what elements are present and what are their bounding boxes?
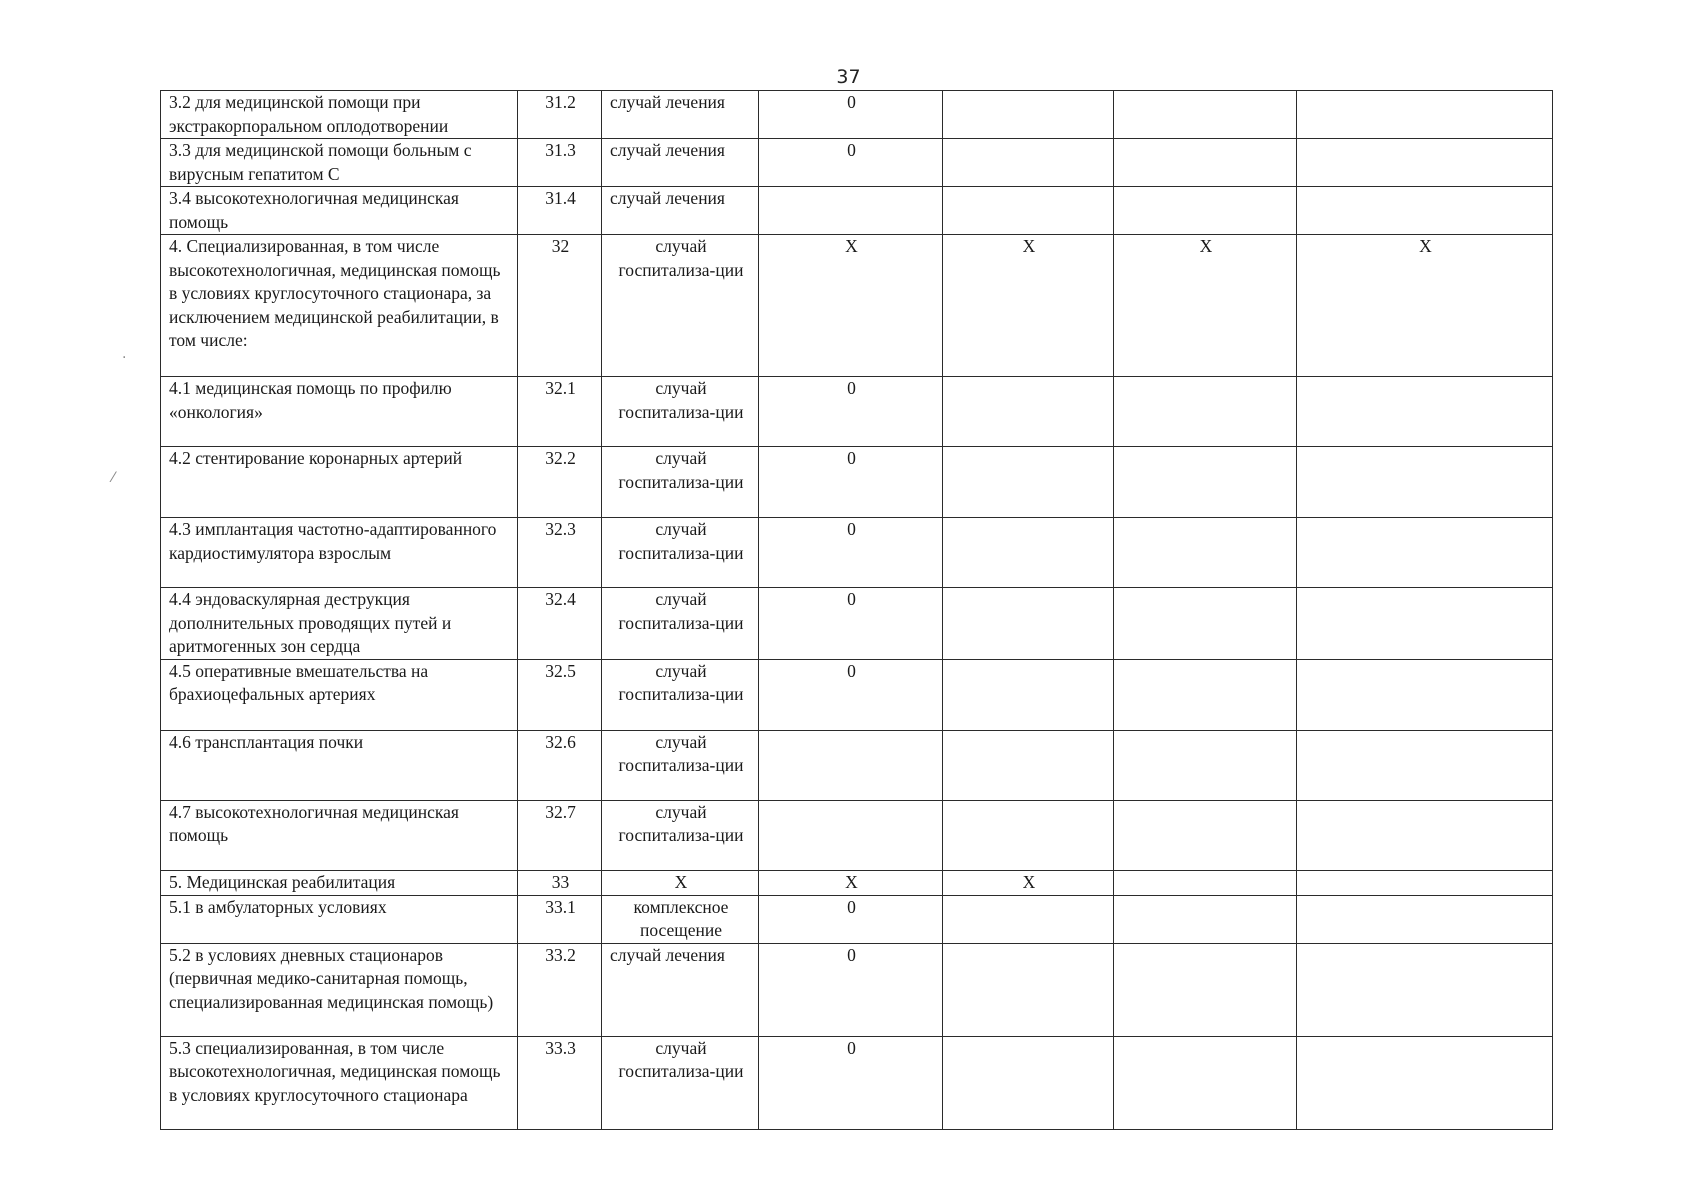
- row-name-cell: 4.4 эндоваскулярная деструкция дополнительных проводящих путей и аритмогенных зон сердца: [161, 588, 518, 660]
- row-unit-cell: случай госпитализа-ции: [602, 235, 759, 377]
- row-name-cell: 5.2 в условиях дневных стационаров (первичная медико-санитарная помощь, специализированная медицинская помощь): [161, 943, 518, 1036]
- row-unit-cell: случай госпитализа-ции: [602, 1036, 759, 1129]
- table-row: [161, 187, 1553, 235]
- row-value-1-cell: 0: [759, 91, 943, 139]
- row-value-1-cell: 0: [759, 895, 943, 943]
- row-name-cell: 5. Медицинская реабилитация: [161, 870, 518, 895]
- row-unit-cell: случай госпитализа-ции: [602, 659, 759, 730]
- row-value-1-cell: [759, 187, 943, 235]
- row-value-4-cell: [1297, 943, 1553, 1036]
- row-name-cell: 5.1 в амбулаторных условиях: [161, 895, 518, 943]
- row-number-cell: 33.1: [518, 895, 602, 943]
- row-name-cell: 4.5 оперативные вмешательства на брахиоцефальных артериях: [161, 659, 518, 730]
- row-value-4-cell: [1297, 518, 1553, 588]
- row-value-3-cell: [1114, 943, 1297, 1036]
- row-value-1-cell: 0: [759, 1036, 943, 1129]
- row-value-2-cell: [943, 139, 1114, 187]
- page-number: 37: [836, 66, 861, 88]
- scan-artifact: ⁄: [112, 470, 115, 486]
- table-row: [161, 588, 1553, 660]
- row-unit-cell: случай госпитализа-ции: [602, 518, 759, 588]
- row-value-1-cell: [759, 730, 943, 800]
- row-name-cell: 4. Специализированная, в том числе высокотехнологичная, медицинская помощь в условиях круглосуточного стационара, за исключением медицинской реабилитации, в том числе:: [161, 235, 518, 377]
- row-value-2-cell: [943, 377, 1114, 447]
- row-value-2-cell: [943, 659, 1114, 730]
- row-value-2-cell: [943, 943, 1114, 1036]
- row-value-3-cell: [1114, 895, 1297, 943]
- row-value-4-cell: [1297, 730, 1553, 800]
- row-value-4-cell: [1297, 377, 1553, 447]
- row-value-3-cell: [1114, 447, 1297, 518]
- row-value-4-cell: [1297, 870, 1553, 895]
- row-value-4-cell: [1297, 588, 1553, 660]
- row-number-cell: 32: [518, 235, 602, 377]
- table-row: [161, 377, 1553, 447]
- row-value-3-cell: [1114, 588, 1297, 660]
- row-value-1-cell: 0: [759, 447, 943, 518]
- row-value-1-cell: 0: [759, 139, 943, 187]
- row-number-cell: 33.3: [518, 1036, 602, 1129]
- table-row: [161, 235, 1553, 377]
- row-name-cell: 3.3 для медицинской помощи больным с вирусным гепатитом С: [161, 139, 518, 187]
- table-row: [161, 139, 1553, 187]
- row-name-cell: 3.2 для медицинской помощи при экстракорпоральном оплодотворении: [161, 91, 518, 139]
- row-value-2-cell: [943, 895, 1114, 943]
- row-unit-cell: случай лечения: [602, 943, 759, 1036]
- row-unit-cell: случай госпитализа-ции: [602, 588, 759, 660]
- row-name-cell: 3.4 высокотехнологичная медицинская помощь: [161, 187, 518, 235]
- row-value-3-cell: [1114, 187, 1297, 235]
- table-row: [161, 730, 1553, 800]
- row-unit-cell: комплексное посещение: [602, 895, 759, 943]
- row-value-2-cell: Х: [943, 870, 1114, 895]
- table-row: [161, 800, 1553, 870]
- row-unit-cell: случай лечения: [602, 187, 759, 235]
- table-row: [161, 91, 1553, 139]
- row-value-1-cell: Х: [759, 870, 943, 895]
- row-value-2-cell: [943, 187, 1114, 235]
- row-number-cell: 33.2: [518, 943, 602, 1036]
- row-name-cell: 5.3 специализированная, в том числе высокотехнологичная, медицинская помощь в условиях круглосуточного стационара: [161, 1036, 518, 1129]
- row-value-3-cell: [1114, 870, 1297, 895]
- row-value-3-cell: [1114, 659, 1297, 730]
- row-name-cell: 4.7 высокотехнологичная медицинская помощь: [161, 800, 518, 870]
- row-value-4-cell: [1297, 447, 1553, 518]
- row-number-cell: 32.7: [518, 800, 602, 870]
- table-row: [161, 870, 1553, 895]
- row-value-2-cell: [943, 447, 1114, 518]
- row-name-cell: 4.3 имплантация частотно-адаптированного кардиостимулятора взрослым: [161, 518, 518, 588]
- row-value-4-cell: [1297, 800, 1553, 870]
- row-value-3-cell: [1114, 518, 1297, 588]
- row-value-1-cell: 0: [759, 943, 943, 1036]
- table-row: [161, 1036, 1553, 1129]
- row-value-1-cell: Х: [759, 235, 943, 377]
- row-value-1-cell: 0: [759, 377, 943, 447]
- row-value-1-cell: 0: [759, 588, 943, 660]
- row-unit-cell: случай лечения: [602, 91, 759, 139]
- row-name-cell: 4.1 медицинская помощь по профилю «онкология»: [161, 377, 518, 447]
- row-value-3-cell: [1114, 91, 1297, 139]
- row-unit-cell: случай госпитализа-ции: [602, 730, 759, 800]
- row-value-4-cell: [1297, 91, 1553, 139]
- row-unit-cell: случай госпитализа-ции: [602, 377, 759, 447]
- row-value-1-cell: [759, 800, 943, 870]
- row-number-cell: 32.5: [518, 659, 602, 730]
- data-table: [160, 90, 1553, 1130]
- row-value-4-cell: [1297, 1036, 1553, 1129]
- row-number-cell: 32.3: [518, 518, 602, 588]
- row-unit-cell: случай лечения: [602, 139, 759, 187]
- row-number-cell: 31.4: [518, 187, 602, 235]
- row-value-4-cell: [1297, 659, 1553, 730]
- row-value-3-cell: [1114, 800, 1297, 870]
- row-value-3-cell: [1114, 730, 1297, 800]
- row-value-4-cell: Х: [1297, 235, 1553, 377]
- row-value-4-cell: [1297, 139, 1553, 187]
- row-number-cell: 32.2: [518, 447, 602, 518]
- table-row: [161, 518, 1553, 588]
- row-value-2-cell: [943, 730, 1114, 800]
- row-number-cell: 31.2: [518, 91, 602, 139]
- row-number-cell: 33: [518, 870, 602, 895]
- row-number-cell: 31.3: [518, 139, 602, 187]
- row-unit-cell: случай госпитализа-ции: [602, 447, 759, 518]
- table-row: [161, 895, 1553, 943]
- row-value-4-cell: [1297, 895, 1553, 943]
- row-value-3-cell: Х: [1114, 235, 1297, 377]
- row-value-2-cell: [943, 800, 1114, 870]
- row-value-3-cell: [1114, 377, 1297, 447]
- row-value-2-cell: [943, 91, 1114, 139]
- row-value-1-cell: 0: [759, 659, 943, 730]
- row-value-3-cell: [1114, 139, 1297, 187]
- row-value-2-cell: Х: [943, 235, 1114, 377]
- row-number-cell: 32.1: [518, 377, 602, 447]
- table-row: [161, 943, 1553, 1036]
- row-number-cell: 32.6: [518, 730, 602, 800]
- row-value-4-cell: [1297, 187, 1553, 235]
- row-unit-cell: Х: [602, 870, 759, 895]
- scan-artifact: ·: [122, 350, 127, 366]
- row-value-2-cell: [943, 518, 1114, 588]
- row-number-cell: 32.4: [518, 588, 602, 660]
- row-name-cell: 4.6 трансплантация почки: [161, 730, 518, 800]
- row-name-cell: 4.2 стентирование коронарных артерий: [161, 447, 518, 518]
- row-unit-cell: случай госпитализа-ции: [602, 800, 759, 870]
- row-value-2-cell: [943, 588, 1114, 660]
- row-value-3-cell: [1114, 1036, 1297, 1129]
- table-row: [161, 659, 1553, 730]
- table-row: [161, 447, 1553, 518]
- row-value-1-cell: 0: [759, 518, 943, 588]
- row-value-2-cell: [943, 1036, 1114, 1129]
